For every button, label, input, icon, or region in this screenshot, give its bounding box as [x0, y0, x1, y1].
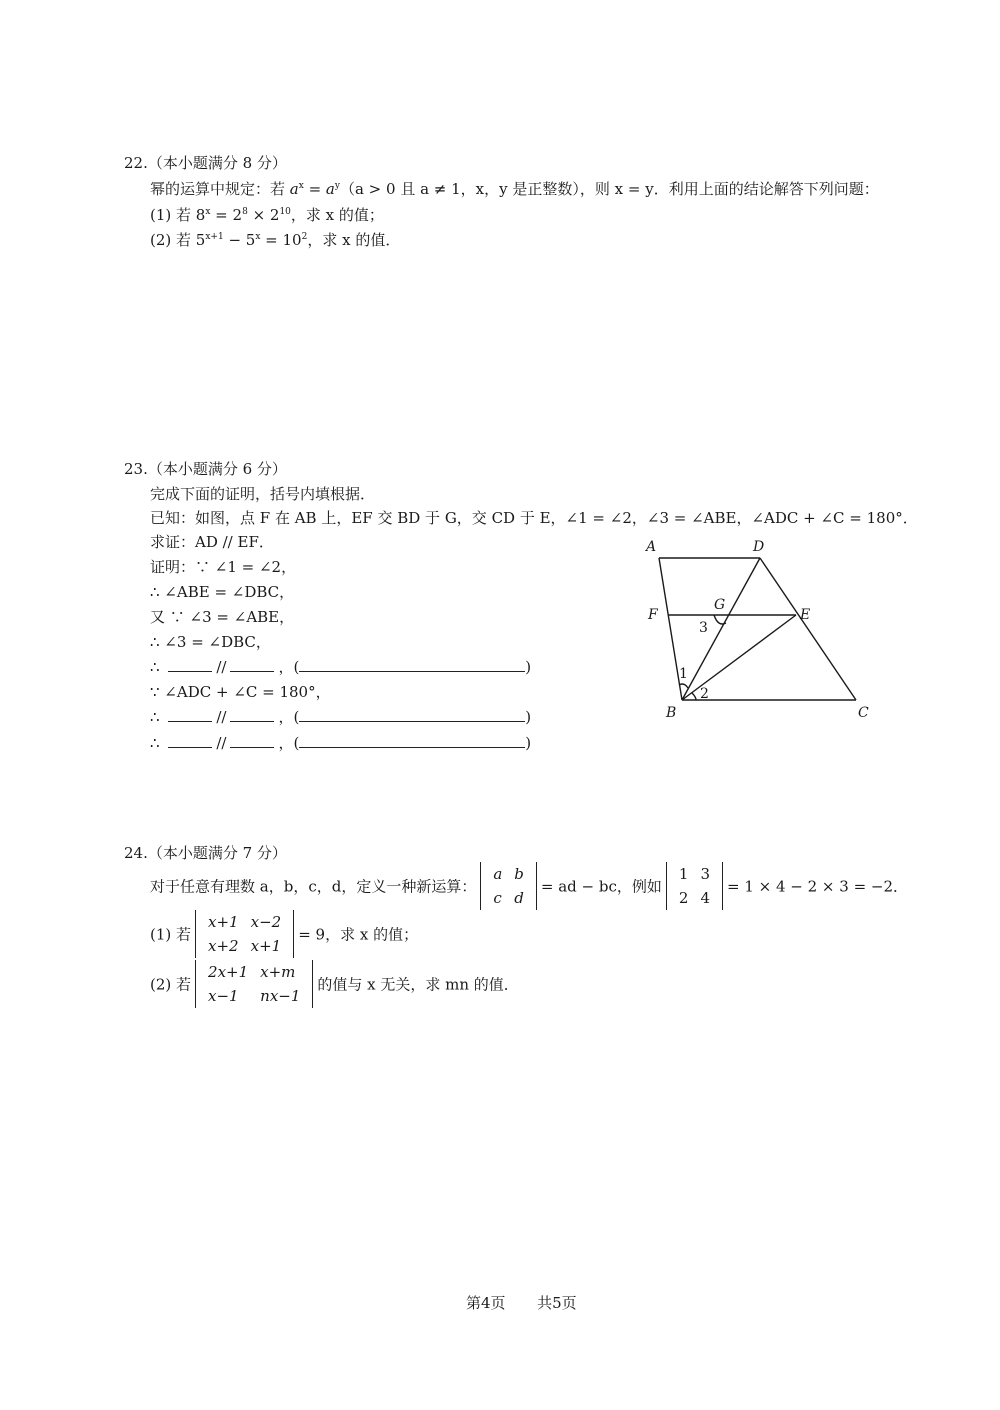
determinant-example: 1 3 2 4 [666, 862, 723, 910]
angle-arc-2 [692, 693, 696, 700]
q23-prove: 求证：AD // EF． [150, 533, 274, 551]
q24-definition: 对于任意有理数 a，b，c，d，定义一种新运算： a b c d = ad − bc，例如 1 3 2 4 = 1 × 4 − 2 × 3 = −2． [150, 862, 908, 910]
q23-geometry-figure [630, 535, 890, 725]
label-g: G [714, 597, 726, 613]
q23-proof-line-2: ∴ ∠ABE = ∠DBC， [150, 583, 295, 601]
determinant-definition: a b c d [480, 862, 537, 910]
label-angle-3: 3 [699, 620, 708, 636]
reason-blank[interactable] [299, 735, 525, 748]
answer-blank[interactable] [230, 735, 274, 748]
page-footer [466, 1292, 577, 1313]
answer-blank[interactable] [168, 735, 212, 748]
q23-proof-line-4: ∴ ∠3 = ∠DBC， [150, 633, 271, 651]
q23-given: 已知：如图，点 F 在 AB 上，EF 交 BD 于 G，交 CD 于 E，∠1 = ∠2，∠3 = ∠ABE，∠ADC + ∠C = 180°． [150, 509, 918, 527]
q23-proof-line-1: 证明：∵ ∠1 = ∠2， [150, 558, 297, 576]
label-b: B [666, 705, 677, 721]
q23-blank-line-2: ∴ // ，( ) [150, 708, 532, 726]
determinant-part2: 2x+1 x+m x−1 nx−1 [195, 960, 313, 1008]
determinant-part1: x+1 x−2 x+2 x+1 [195, 910, 294, 958]
q22-intro: 幂的运算中规定：若 $a^x = a^y(a > 0$ 且 a ≠ 1，x，y 是正整数），则 x = y．利用上面的结论解答下列问题： [150, 180, 879, 198]
q23-instruction: 完成下面的证明，括号内填根据． [150, 485, 376, 503]
q22-part1: (1) 若 $8^x = 2^8 \times 2^{10}$，求 x 的值； [150, 206, 384, 224]
reason-blank[interactable] [299, 659, 525, 672]
label-angle-1: 1 [679, 666, 688, 682]
reason-blank[interactable] [299, 709, 525, 722]
q24-part2: (2) 若 2x+1 x+m x−1 nx−1 的值与 x 无关，求 mn 的值． [150, 960, 519, 1008]
segment-dc [760, 558, 856, 700]
page-number: 第4页 [466, 1294, 506, 1312]
answer-blank[interactable] [168, 659, 212, 672]
label-e: E [800, 607, 811, 623]
label-a: A [646, 539, 657, 555]
q24-part1: (1) 若 x+1 x−2 x+2 x+1 = 9，求 x 的值； [150, 910, 418, 958]
page-total: 共5页 [537, 1294, 577, 1312]
q23-proof-line-3: 又 ∵ ∠3 = ∠ABE， [150, 608, 295, 626]
q22-header: 22.（本小题满分 8 分） [124, 154, 287, 172]
segment-bd [682, 558, 760, 700]
q23-blank-line-1: ∴ // ，( ) [150, 658, 532, 676]
answer-blank[interactable] [168, 709, 212, 722]
q22-part2: (2) 若 $5^{x+1} - 5^x = 10^2$，求 x 的值． [150, 231, 401, 249]
label-d: D [753, 539, 765, 555]
q23-header: 23.（本小题满分 6 分） [124, 460, 287, 478]
q23-because-line: ∵ ∠ADC + ∠C = 180°， [150, 683, 331, 701]
label-angle-2: 2 [700, 686, 709, 702]
answer-blank[interactable] [230, 709, 274, 722]
label-f: F [648, 607, 658, 623]
answer-blank[interactable] [230, 659, 274, 672]
q24-header: 24.（本小题满分 7 分） [124, 844, 287, 862]
label-c: C [858, 705, 869, 721]
q23-blank-line-3: ∴ // ，( ) [150, 734, 532, 752]
